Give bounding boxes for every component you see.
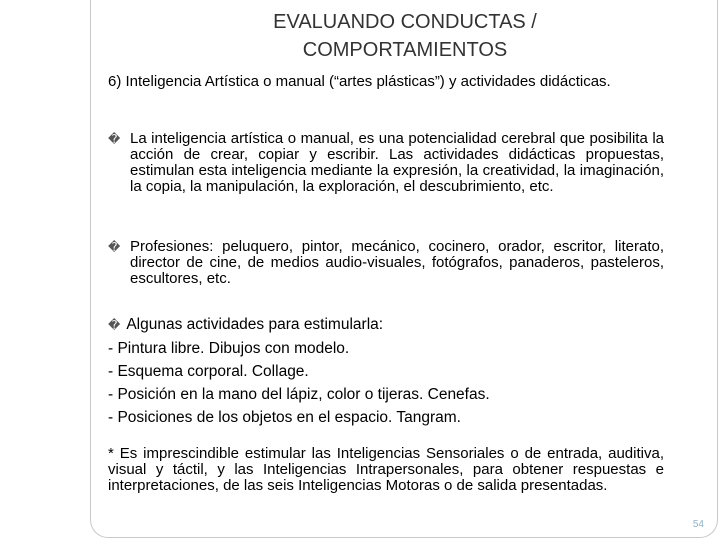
bullet-marker-icon: � (108, 318, 121, 332)
activities-heading (108, 313, 668, 337)
bullet-professions (108, 239, 664, 287)
bullet-marker-icon: � (108, 132, 121, 146)
activity-item: - Posiciones de los objetos en el espacio. Tangram. (108, 409, 461, 426)
activity-item: - Posición en la mano del lápiz, color o tijeras. Cenefas. (108, 386, 490, 403)
bullet-definition (108, 131, 664, 195)
bullet-marker-icon: � (108, 240, 121, 254)
activities-list (108, 313, 668, 429)
activity-item: - Pintura libre. Dibujos con modelo. (108, 340, 350, 357)
page-number: 54 (692, 519, 704, 530)
activities-heading-text: Algunas actividades para estimularla: (126, 316, 384, 333)
slide-title-line-1: EVALUANDO CONDUCTAS / (273, 11, 537, 33)
slide-title-line-2: COMPORTAMIENTOS (302, 39, 508, 61)
bullet-text: Profesiones: peluquero, pintor, mecánico, cocinero, orador, escritor, literato, director de cine, de medios audio-visuales, fotógrafos, panaderos, pasteleros, escultores, etc. (130, 238, 664, 287)
footnote: * Es imprescindible estimular las Inteligencias Sensoriales o de entrada, auditiva, visual y táctil, y las Inteligencias Intrapersonales, para obtener respuestas e interpretaciones, de las seis Inteligencias Motoras o de salida presentadas. (108, 445, 664, 494)
activity-item: - Esquema corporal. Collage. (108, 363, 309, 380)
bullet-text: La inteligencia artística o manual, es una potencialidad cerebral que posibilita la acción de crear, copiar y escribir. Las actividades didácticas propuestas, estimulan esta inteligencia mediante la expresión, la creatividad, la imaginación, la copia, la manipulación, la exploración, el descubrimiento, etc. (130, 130, 664, 195)
intro-paragraph: 6) Inteligencia Artística o manual (“artes plásticas”) y actividades didácticas. (108, 73, 611, 90)
slide-title (90, 8, 720, 64)
